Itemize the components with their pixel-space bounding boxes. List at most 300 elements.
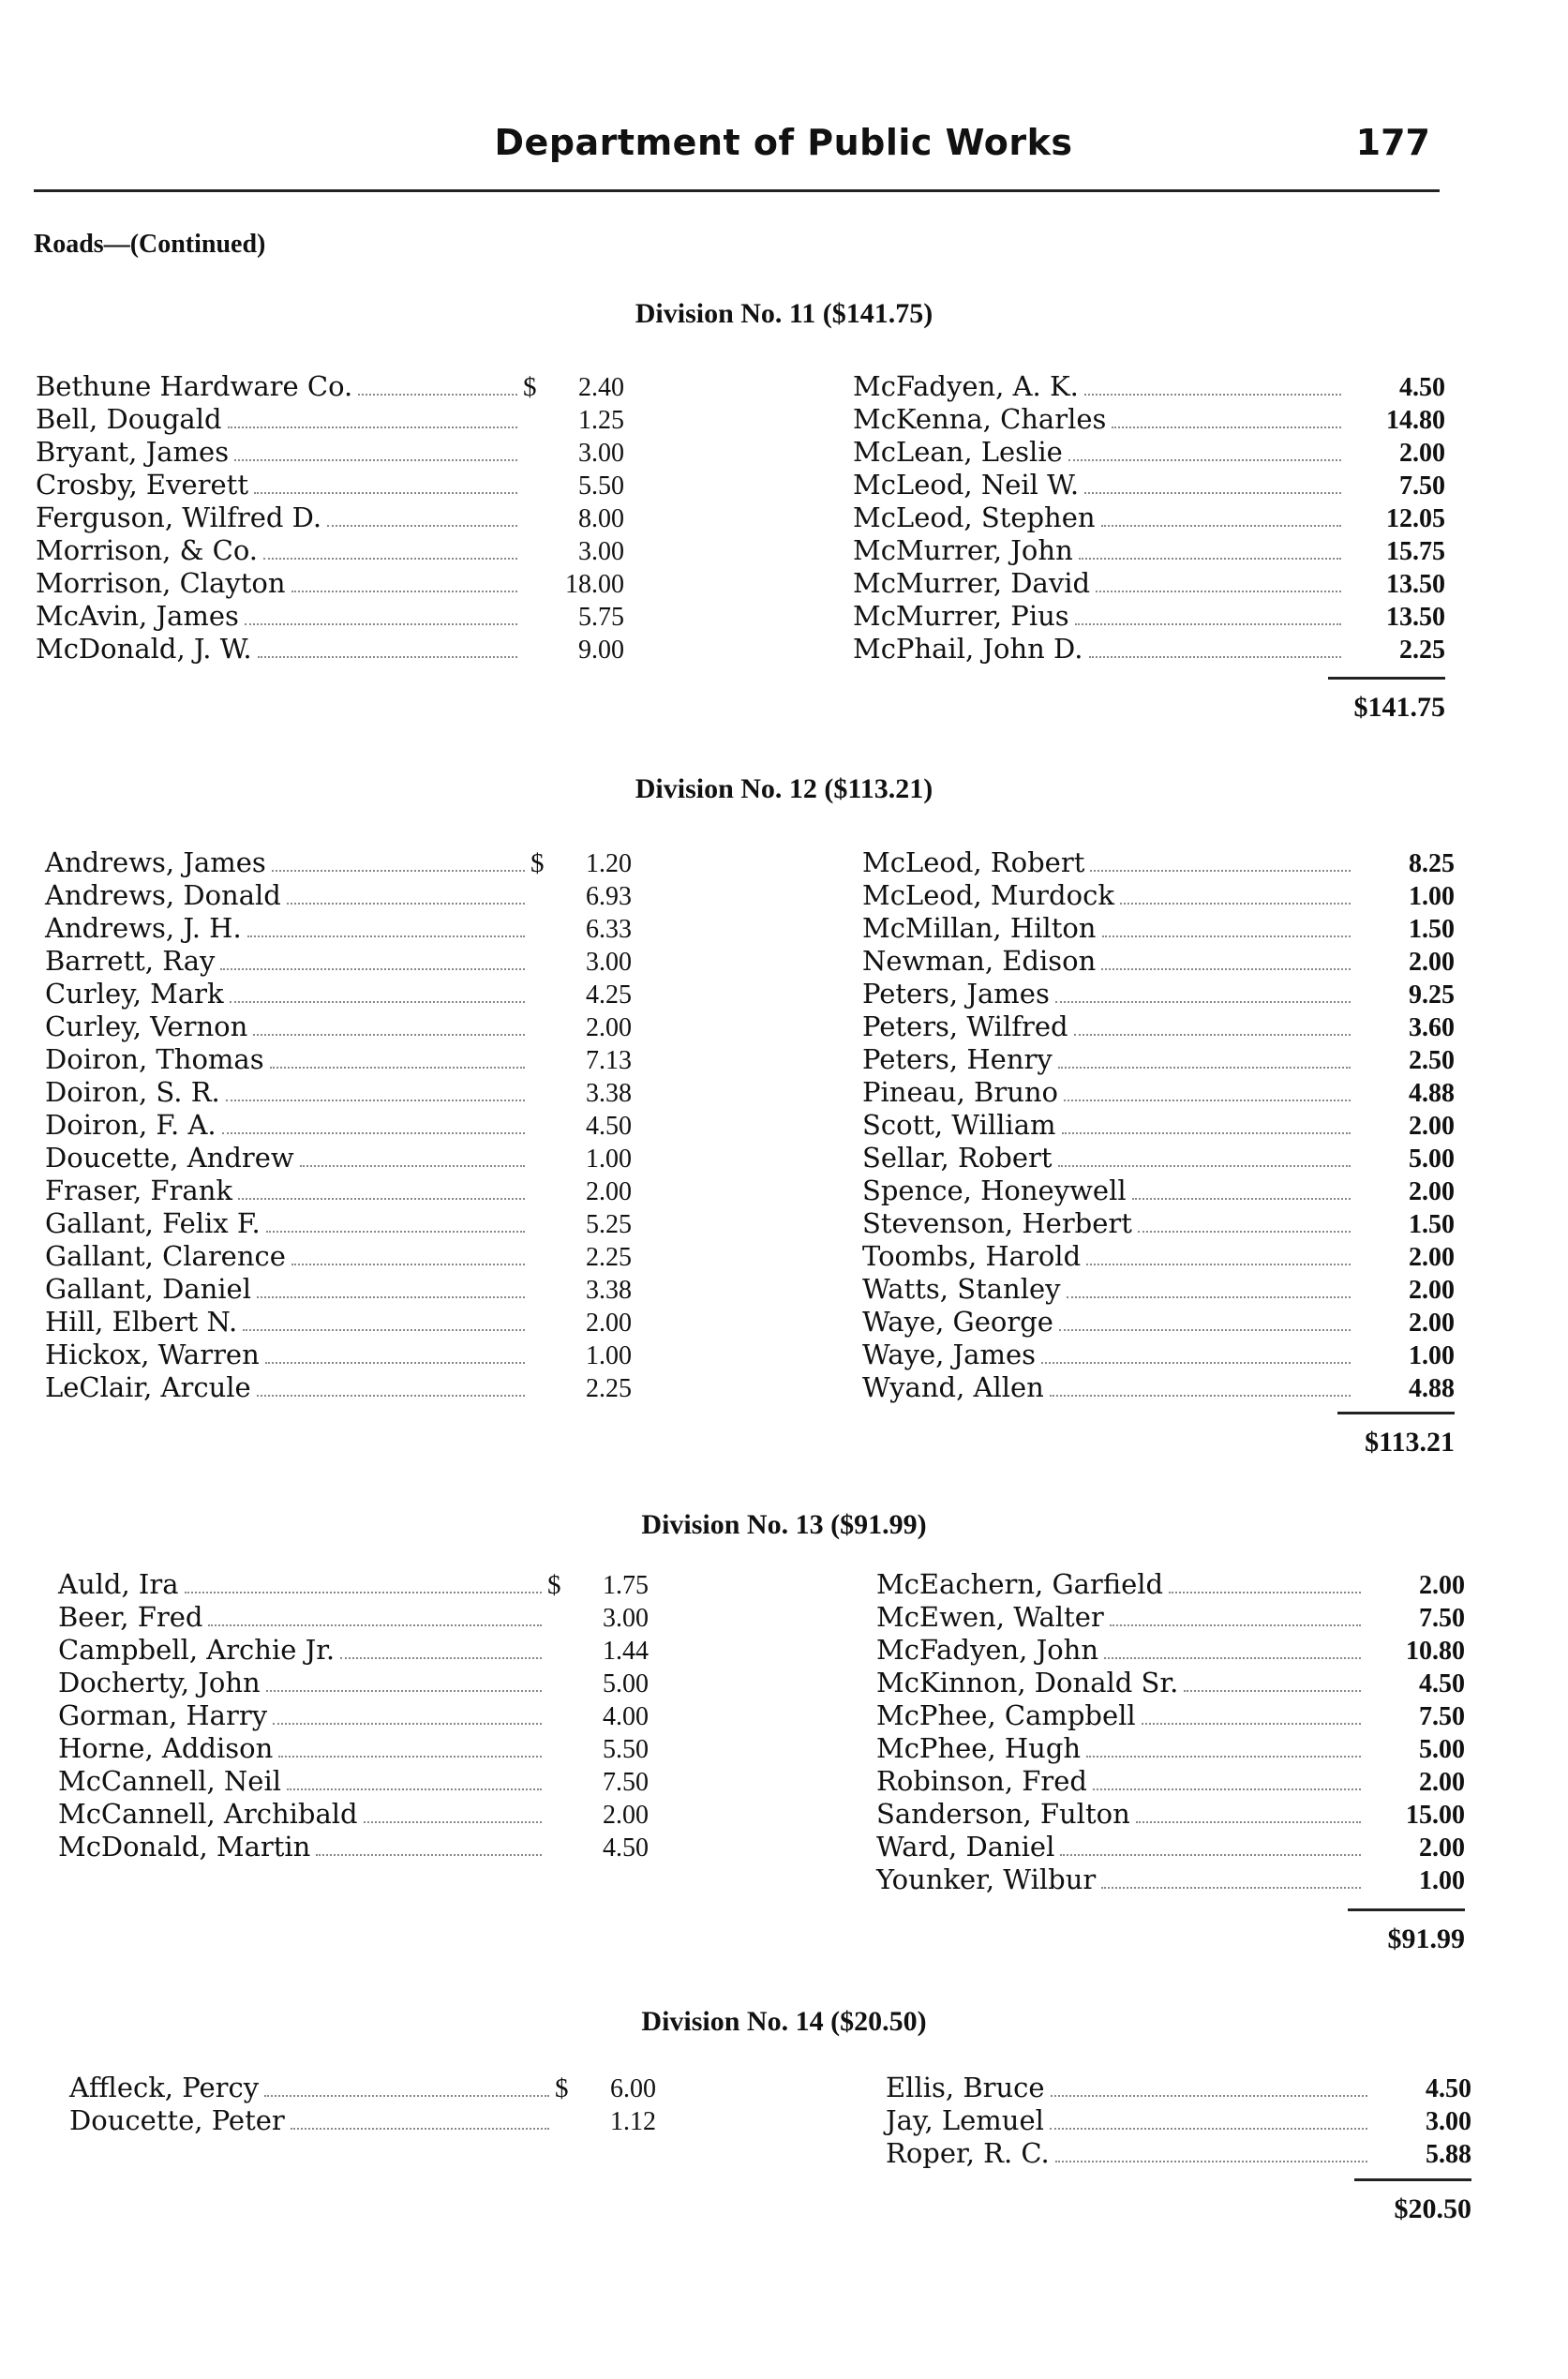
amount: 2.00 [1409,1177,1455,1206]
payee-name: LeClair, Arcule [45,1371,251,1403]
dot-leader [1086,1735,1361,1758]
payee-name: Doiron, F. A. [45,1109,217,1141]
payee-name: Auld, Ira [58,1568,179,1600]
dot-leader [287,882,525,905]
ledger-row [36,501,624,534]
payee-name: McCannell, Archibald [58,1798,358,1830]
amount: 4.50 [1419,1669,1465,1698]
dot-leader [1184,1669,1361,1692]
amount: 3.00 [603,1604,649,1633]
amount: 4.00 [603,1702,649,1731]
page-number: 177 [1355,122,1430,163]
dot-leader [1093,1768,1361,1790]
payee-name: Scott, William [862,1109,1056,1141]
payee-name: Doiron, Thomas [45,1043,264,1075]
dot-leader [1102,915,1351,937]
dollar-sign: $ [530,848,545,878]
ledger-row [862,1142,1455,1175]
payee-name: Younker, Wilbur [876,1863,1097,1895]
total-rule [1337,1412,1455,1414]
payee-name: McLeod, Neil W. [853,469,1080,501]
amount: 5.50 [603,1735,649,1764]
ledger-row [876,1568,1465,1601]
payee-name: McDonald, Martin [58,1831,311,1863]
right-column [862,846,1455,1404]
dot-leader [226,1079,525,1101]
dot-leader [258,636,517,658]
amount: 4.88 [1409,1079,1455,1108]
payee-name: Robinson, Fred [876,1765,1087,1797]
payee-name: Sellar, Robert [862,1142,1053,1174]
dot-leader [316,1833,542,1856]
ledger-row [876,1863,1465,1896]
amount: 2.50 [1409,1046,1455,1075]
ledger-row [58,1798,649,1831]
dot-leader [1086,1243,1351,1265]
payee-name: Andrews, Donald [45,879,281,911]
amount: 1.00 [1409,882,1455,911]
dot-leader [264,2074,549,2097]
amount: 3.38 [586,1079,632,1108]
ledger-row [45,1010,632,1043]
payee-name: Doucette, Andrew [45,1142,294,1174]
ledger-row [876,1601,1465,1634]
amount: 15.00 [1406,1801,1465,1830]
dot-leader [1058,1145,1351,1167]
payee-name: Waye, James [862,1339,1037,1370]
amount: 1.50 [1409,915,1455,944]
ledger-row [45,1371,632,1404]
dot-leader [1064,1079,1351,1101]
ledger-row [862,1010,1455,1043]
amount: 4.25 [586,980,632,1010]
ledger-row [45,1273,632,1306]
ledger-row [853,469,1445,501]
ledger-row [853,403,1445,436]
amount: 6.00 [610,2074,656,2103]
ledger-row [862,1175,1455,1207]
amount: 10.80 [1406,1637,1465,1666]
ledger-row [58,1699,649,1732]
amount: 2.00 [1419,1833,1465,1863]
dot-leader [1060,1833,1361,1856]
ledger-row [45,1043,632,1076]
amount: 2.00 [1419,1768,1465,1797]
ledger-row [886,2104,1471,2137]
payee-name: Bethune Hardware Co. [36,370,353,402]
amount: 5.00 [1409,1145,1455,1174]
ledger-row [853,534,1445,567]
dot-leader [1101,948,1351,970]
dollar-sign: $ [555,2073,569,2103]
amount: 7.50 [1399,471,1445,501]
amount: 4.50 [586,1112,632,1141]
payee-name: Curley, Vernon [45,1010,248,1042]
ledger-row [886,2072,1471,2104]
amount: 1.00 [1409,1341,1455,1370]
ledger-row [45,846,632,879]
dot-leader [273,1702,542,1725]
ledger-row [862,879,1455,912]
left-column [36,370,624,666]
ledger-row [58,1765,649,1798]
payee-name: Toombs, Harold [862,1240,1082,1272]
ledger-row [876,1732,1465,1765]
dot-leader [1120,882,1351,905]
dot-leader [1084,373,1341,396]
payee-name: Ferguson, Wilfred D. [36,501,322,533]
ledger-row [36,436,624,469]
ledger-row [862,846,1455,879]
amount: 8.00 [578,504,624,533]
ledger-row [58,1831,649,1863]
ledger-row [853,370,1445,403]
dot-leader [1089,636,1342,658]
payee-name: Jay, Lemuel [886,2104,1044,2136]
ledger-row [45,978,632,1010]
section-heading: Roads—(Continued) [34,230,266,259]
ledger-row [862,978,1455,1010]
payee-name: Peters, Wilfred [862,1010,1068,1042]
amount: 2.00 [1409,1112,1455,1141]
payee-name: Sanderson, Fulton [876,1798,1130,1830]
ledger-row [876,1831,1465,1863]
ledger-row [853,567,1445,600]
ledger-row [876,1667,1465,1699]
amount: 7.13 [586,1046,632,1075]
dot-leader [1090,849,1351,872]
amount: 1.50 [1409,1210,1455,1239]
dot-leader [228,406,517,428]
ledger-row [853,633,1445,666]
amount: 2.00 [1409,1309,1455,1338]
amount: 13.50 [1386,603,1445,632]
payee-name: Doucette, Peter [69,2104,285,2136]
amount: 4.88 [1409,1374,1455,1403]
payee-name: Newman, Edison [862,945,1097,977]
amount: 13.50 [1386,570,1445,599]
amount: 3.00 [578,537,624,566]
payee-name: Crosby, Everett [36,469,248,501]
amount: 12.05 [1386,504,1445,533]
amount: 3.00 [1426,2107,1471,2136]
ledger-row [45,1306,632,1339]
payee-name: Peters, James [862,978,1050,1010]
dot-leader [1136,1801,1361,1823]
amount: 1.25 [578,406,624,435]
payee-name: McEachern, Garfield [876,1568,1164,1600]
payee-name: Fraser, Frank [45,1175,232,1206]
ledger-row [876,1765,1465,1798]
amount: 2.25 [1399,636,1445,665]
amount: 4.50 [1426,2074,1471,2103]
payee-name: Stevenson, Herbert [862,1207,1132,1239]
amount: 2.00 [1419,1571,1465,1600]
amount: 1.20 [586,849,632,878]
dot-leader [230,980,525,1003]
amount: 5.00 [603,1669,649,1698]
ledger-row [36,567,624,600]
ledger-row [862,1240,1455,1273]
dot-leader [1067,1276,1351,1298]
dot-leader [266,1669,542,1692]
dot-leader [222,1112,525,1134]
division-total: $141.75 [1353,692,1445,723]
payee-name: McLeod, Murdock [862,879,1114,911]
ledger-row [36,370,624,403]
payee-name: McDonald, J. W. [36,633,252,665]
ledger-row [45,879,632,912]
dot-leader [1051,2074,1367,2097]
dot-leader [1055,980,1351,1003]
division-total: $91.99 [1387,1923,1465,1954]
dot-leader [340,1637,542,1659]
payee-name: Peters, Henry [862,1043,1053,1075]
ledger-row [45,1207,632,1240]
amount: 4.50 [1399,373,1445,402]
ledger-row [45,1109,632,1142]
dot-leader [364,1801,542,1823]
left-column [69,2072,656,2137]
dot-leader [1169,1571,1361,1593]
payee-name: McLeod, Stephen [853,501,1096,533]
payee-name: Doiron, S. R. [45,1076,220,1108]
amount: 1.00 [586,1341,632,1370]
division-total: $20.50 [1394,2193,1471,2224]
payee-name: McPhail, John D. [853,633,1083,665]
dot-leader [1058,1046,1351,1069]
ledger-row [862,1371,1455,1404]
payee-name: Waye, George [862,1306,1053,1338]
ledger-row [45,1142,632,1175]
ledger-row [58,1601,649,1634]
amount: 8.25 [1409,849,1455,878]
amount: 7.50 [1419,1604,1465,1633]
payee-name: Gallant, Clarence [45,1240,286,1272]
dot-leader [1074,1013,1351,1036]
amount: 7.50 [1419,1702,1465,1731]
amount: 4.50 [603,1833,649,1863]
dot-leader [272,849,525,872]
running-title: Department of Public Works [494,122,1073,163]
ledger-row [36,469,624,501]
payee-name: Wyand, Allen [862,1371,1044,1403]
dot-leader [358,373,517,396]
payee-name: Barrett, Ray [45,945,216,977]
ledger-row [45,1175,632,1207]
amount: 18.00 [565,570,624,599]
amount: 2.25 [586,1374,632,1403]
dot-leader [1075,603,1341,625]
dollar-sign: $ [523,372,537,402]
ledger-row [69,2104,656,2137]
payee-name: Andrews, James [45,846,266,878]
amount: 5.88 [1426,2140,1471,2169]
right-column [876,1568,1465,1896]
dot-leader [278,1735,542,1758]
payee-name: McFadyen, John [876,1634,1099,1666]
amount: 3.38 [586,1276,632,1305]
dot-leader [291,1243,525,1265]
amount: 2.00 [586,1177,632,1206]
ledger-row [58,1667,649,1699]
dot-leader [243,1309,525,1331]
ledger-row [853,501,1445,534]
ledger-row [45,1339,632,1371]
amount: 2.00 [1409,1243,1455,1272]
amount: 1.44 [603,1637,649,1666]
amount: 6.33 [586,915,632,944]
payee-name: McMurrer, David [853,567,1091,599]
payee-name: McLean, Leslie [853,436,1063,468]
left-column [58,1568,649,1863]
dot-leader [300,1145,525,1167]
ledger-row [862,1207,1455,1240]
dot-leader [1096,570,1341,592]
ledger-row [36,403,624,436]
dot-leader [291,2107,549,2130]
dot-leader [327,504,517,527]
amount: 5.50 [578,471,624,501]
payee-name: Roper, R. C. [886,2137,1050,2169]
payee-name: Beer, Fred [58,1601,203,1633]
dot-leader [1062,1112,1351,1134]
dot-leader [1110,1604,1361,1626]
ledger-row [862,1043,1455,1076]
amount: 3.00 [586,948,632,977]
dot-leader [220,948,525,970]
dot-leader [266,1210,525,1233]
dot-leader [1101,1866,1361,1889]
payee-name: Morrison, Clayton [36,567,286,599]
payee-name: McKinnon, Donald Sr. [876,1667,1179,1698]
ledger-row [36,633,624,666]
ledger-row [862,1109,1455,1142]
dot-leader [1138,1210,1351,1233]
dot-leader [1059,1309,1351,1331]
ledger-row [862,912,1455,945]
dot-leader [1068,439,1341,461]
payee-name: McLeod, Robert [862,846,1085,878]
dollar-sign: $ [547,1570,561,1600]
division-title: Division No. 12 ($113.21) [635,773,933,804]
amount: 5.25 [586,1210,632,1239]
total-rule [1328,677,1445,680]
dot-leader [238,1177,525,1200]
amount: 2.40 [578,373,624,402]
dot-leader [287,1768,542,1790]
payee-name: Campbell, Archie Jr. [58,1634,336,1666]
ledger-row [862,1339,1455,1371]
amount: 1.12 [610,2107,656,2136]
right-column [886,2072,1471,2170]
division-title: Division No. 13 ($91.99) [641,1509,927,1540]
payee-name: Curley, Mark [45,978,224,1010]
payee-name: McMurrer, Pius [853,600,1069,632]
ledger-row [876,1634,1465,1667]
dot-leader [253,1013,525,1036]
amount: 2.00 [603,1801,649,1830]
dot-leader [257,1276,525,1298]
dot-leader [185,1571,542,1593]
payee-name: Morrison, & Co. [36,534,258,566]
dot-leader [1050,1374,1351,1397]
dot-leader [1132,1177,1351,1200]
amount: 2.00 [1399,439,1445,468]
ledger-row [862,945,1455,978]
payee-name: Horne, Addison [58,1732,274,1764]
payee-name: McPhee, Campbell [876,1699,1136,1731]
payee-name: McMurrer, John [853,534,1073,566]
ledger-row [69,2072,656,2104]
amount: 9.00 [578,636,624,665]
ledger-row [45,945,632,978]
amount: 5.75 [578,603,624,632]
payee-name: Bell, Dougald [36,403,222,435]
dot-leader [247,915,525,937]
dot-leader [257,1374,525,1397]
amount: 1.00 [1419,1866,1465,1895]
payee-name: Ward, Daniel [876,1831,1055,1863]
ledger-row [58,1634,649,1667]
payee-name: McAvin, James [36,600,239,632]
division-total: $113.21 [1365,1427,1455,1458]
total-rule [1354,2178,1471,2181]
ledger-row [853,436,1445,469]
amount: 2.25 [586,1243,632,1272]
ledger-row [876,1798,1465,1831]
dot-leader [1079,537,1341,560]
payee-name: Gallant, Felix F. [45,1207,261,1239]
payee-name: McCannell, Neil [58,1765,282,1797]
amount: 9.25 [1409,980,1455,1010]
amount: 14.80 [1386,406,1445,435]
amount: 6.93 [586,882,632,911]
amount: 5.00 [1419,1735,1465,1764]
payee-name: Ellis, Bruce [886,2072,1045,2103]
left-column [45,846,632,1404]
ledger-row [58,1732,649,1765]
ledger-row [36,600,624,633]
division-title: Division No. 11 ($141.75) [635,298,933,329]
payee-name: Hickox, Warren [45,1339,260,1370]
payee-name: McFadyen, A. K. [853,370,1079,402]
amount: 1.00 [586,1145,632,1174]
payee-name: McEwen, Walter [876,1601,1104,1633]
dot-leader [1055,2140,1367,2162]
dot-leader [1104,1637,1361,1659]
dot-leader [270,1046,525,1069]
amount: 15.75 [1386,537,1445,566]
right-column [853,370,1445,666]
amount: 3.60 [1409,1013,1455,1042]
dot-leader [234,439,517,461]
dot-leader [1112,406,1341,428]
amount: 2.00 [1409,1276,1455,1305]
dot-leader [1084,471,1341,494]
dot-leader [1101,504,1341,527]
payee-name: Affleck, Percy [69,2072,260,2103]
ledger-row [853,600,1445,633]
dot-leader [1041,1341,1351,1364]
dot-leader [208,1604,542,1626]
ledger-row [45,912,632,945]
payee-name: McPhee, Hugh [876,1732,1082,1764]
payee-name: Spence, Honeywell [862,1175,1127,1206]
dot-leader [254,471,517,494]
amount: 7.50 [603,1768,649,1797]
amount: 1.75 [603,1571,649,1600]
